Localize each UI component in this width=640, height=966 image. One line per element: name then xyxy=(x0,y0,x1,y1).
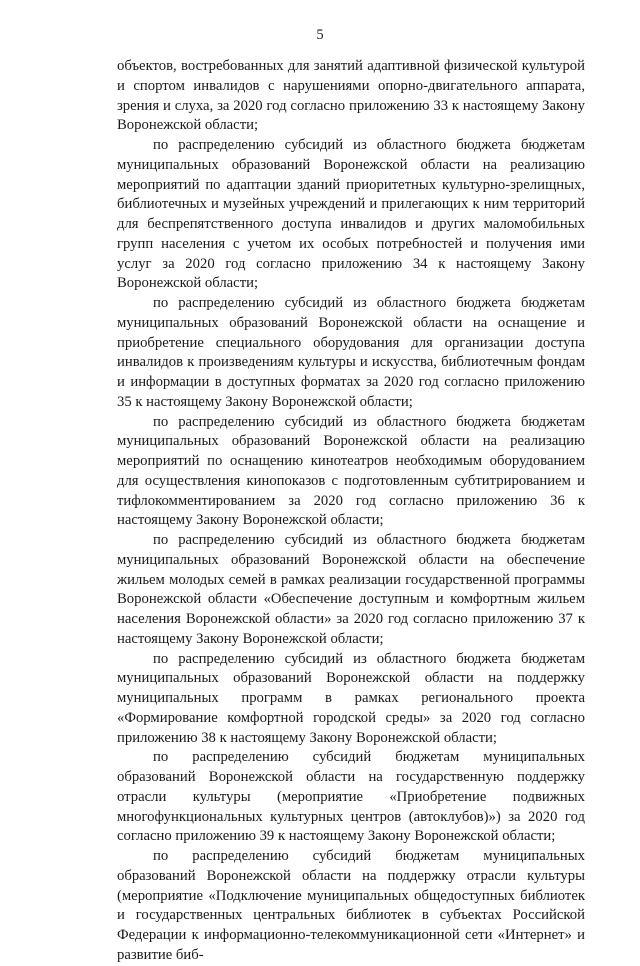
paragraph: по распределению субсидий из областного бюджета бюджетам муниципальных образований Воронежской области на реализацию мероприятий по оснащению кинотеатров необходимым оборудованием для осуществления кинопоказов с подготовленным субтитрированием и тифлокомментированием за 2020 год согласно приложению 36 к настоящему Закону Воронежской области; xyxy=(117,413,585,529)
paragraph: по распределению субсидий из областного бюджета бюджетам муниципальных образований Воронежской области на оснащение и приобретение специального оборудования для организации доступа инвалидов к произведениям культуры и искусства, библиотечным фондам и информации в доступных форматах за 2020 год согласно приложению 35 к настоящему Закону Воронежской области; xyxy=(117,295,585,410)
document-body xyxy=(117,57,585,966)
page-number: 5 xyxy=(316,27,324,43)
paragraph: по распределению субсидий из областного бюджета бюджетам муниципальных образований Воронежской области на реализацию мероприятий по адаптации зданий приоритетных культурно-зрелищных, библиотечных и музейных учреждений и прилегающих к ним территорий для беспрепятственного доступа инвалидов и других маломобильных групп населения с учетом их особых потребностей и получения ими услуг за 2020 год согласно приложению 34 к настоящему Закону Воронежской области; xyxy=(117,137,585,292)
paragraph: по распределению субсидий бюджетам муниципальных образований Воронежской области на государственную поддержку отрасли культуры (мероприятие «Приобретение подвижных многофункциональных культурных центров (автоклубов)») за 2020 год согласно приложению 39 к настоящему Закону Воронежской области; xyxy=(117,749,585,845)
paragraph: объектов, востребованных для занятий адаптивной физической культурой и спортом инвалидов с нарушениями опорно-двигательного аппарата, зрения и слуха, за 2020 год согласно приложению 33 к настоящему Закону Воронежской области; xyxy=(117,58,585,134)
paragraph: по распределению субсидий бюджетам муниципальных образований Воронежской области на поддержку отрасли культуры (мероприятие «Подключение муниципальных общедоступных библиотек и государственных центральных библиотек в субъектах Российской Федерации к информационно-телекоммуникационной сети «Интернет» и развитие биб- xyxy=(117,848,585,963)
paragraph: по распределению субсидий из областного бюджета бюджетам муниципальных образований Воронежской области на обеспечение жильем молодых семей в рамках реализации государственной программы Воронежской области «Обеспечение доступным и комфортным жильем населения Воронежской области» за 2020 год согласно приложению 37 к настоящему Закону Воронежской области; xyxy=(117,532,585,647)
paragraph: по распределению субсидий из областного бюджета бюджетам муниципальных образований Воронежской области на поддержку муниципальных программ в рамках регионального проекта «Формирование комфортной городской среды» за 2020 год согласно приложению 38 к настоящему Закону Воронежской области; xyxy=(117,650,585,746)
